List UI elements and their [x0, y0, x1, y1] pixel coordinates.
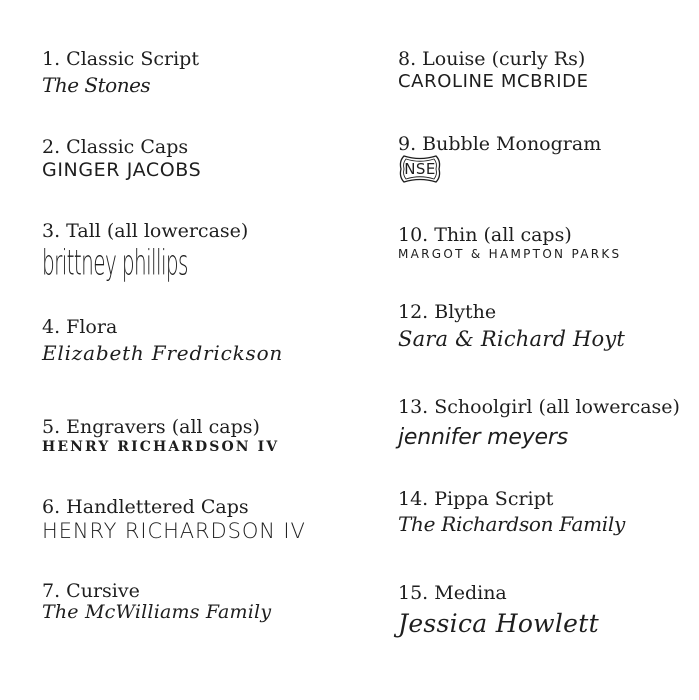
- font-label: 15. Medina: [398, 582, 507, 604]
- font-sample: HENRY RICHARDSON IV: [42, 519, 306, 543]
- font-sample: jennifer meyers: [398, 425, 568, 450]
- font-sample: The Richardson Family: [398, 512, 625, 536]
- font-sample: HENRY RICHARDSON IV: [42, 439, 280, 455]
- font-label: 12. Blythe: [398, 301, 497, 323]
- font-label: 1. Classic Script: [42, 48, 199, 70]
- font-label: 10. Thin (all caps): [398, 224, 572, 246]
- font-label: 4. Flora: [42, 316, 118, 338]
- font-label: 6. Handlettered Caps: [42, 496, 249, 518]
- font-sample: The Stones: [42, 73, 151, 97]
- font-label: 3. Tall (all lowercase): [42, 220, 249, 242]
- font-sample: Jessica Howlett: [398, 609, 599, 638]
- font-sample: Elizabeth Fredrickson: [42, 341, 284, 365]
- font-label: 13. Schoolgirl (all lowercase): [398, 396, 680, 418]
- font-label: 8. Louise (curly Rs): [398, 48, 586, 70]
- font-label: 2. Classic Caps: [42, 136, 189, 158]
- font-label: 5. Engravers (all caps): [42, 416, 260, 438]
- font-sample: Sara & Richard Hoyt: [398, 327, 626, 351]
- font-sample: MARGOT & HAMPTON PARKS: [398, 247, 622, 261]
- font-label: 9. Bubble Monogram: [398, 133, 602, 155]
- font-label: 14. Pippa Script: [398, 488, 554, 510]
- font-label: 7. Cursive: [42, 580, 140, 602]
- font-sample: brittney phillips: [42, 241, 188, 283]
- font-sample: GINGER JACOBS: [42, 159, 202, 181]
- font-sample: CAROLINE MCBRIDE: [398, 71, 589, 92]
- monogram-letters: NSE: [404, 160, 436, 178]
- bubble-monogram: [398, 154, 442, 184]
- font-sample: The McWilliams Family: [42, 601, 272, 623]
